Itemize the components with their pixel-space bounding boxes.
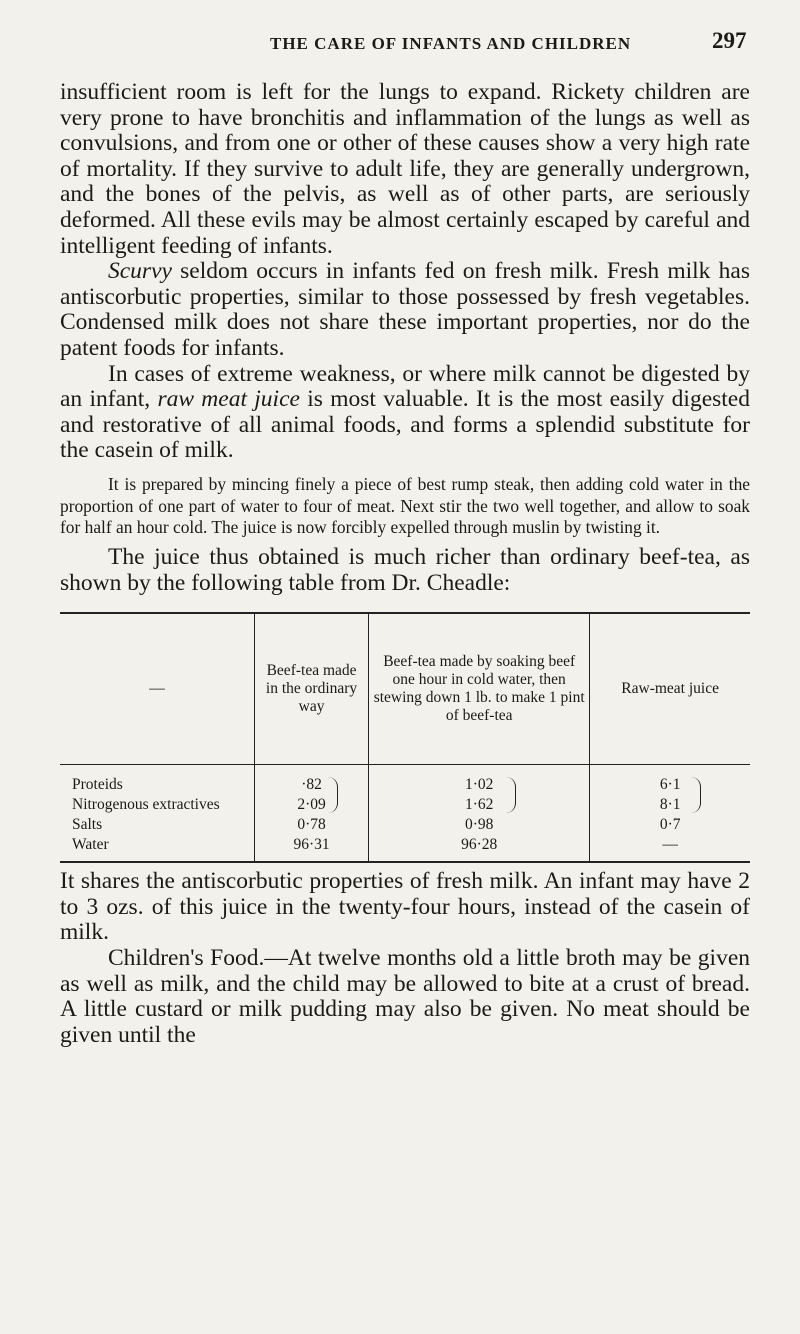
cell-value: 0·7 (659, 816, 681, 834)
paragraph-childrens-food: Children's Food.—At twelve months old a little broth may be given as well as milk, and the child may be allowed to bite at a crust of bread. A little custard or milk pudding may also be given. No meat should be given until the (60, 944, 751, 1048)
table-header-soaked: Beef-tea made by soaking beef one hour in cold water, then stewing down 1 lb. to make 1 pint of beef-tea (369, 613, 590, 765)
comparison-table-wrap (60, 612, 750, 863)
brace-mark (503, 777, 516, 813)
column-soaked (369, 765, 590, 863)
cell-value: 0·78 (297, 816, 326, 834)
row-label-salts: Salts (72, 816, 103, 834)
cell-value: 8·1 (659, 796, 681, 814)
cell-value: 96·31 (293, 836, 330, 854)
cell-value: 0·98 (464, 816, 494, 834)
paragraph-table-intro: The juice thus obtained is much richer than ordinary beef-tea, as shown by the following table from Dr. Cheadle: (60, 544, 750, 596)
row-label-extractives: Nitrogenous extractives (72, 796, 220, 814)
cell-value: 1·02 (464, 776, 494, 794)
column-raw-juice (590, 765, 750, 863)
row-label-water: Water (72, 836, 109, 854)
paragraph-preparation: It is prepared by mincing finely a piece of best rump steak, then adding cold water in the proportion of one part of water to four of meat. Next stir the two well together, and allow to soak for half an hour cold. The juice is now forcibly expelled through muslin by twisting it. (60, 473, 750, 538)
cell-value: 2·09 (297, 796, 326, 814)
paragraph-raw-meat-juice: In cases of extreme weakness, or where milk cannot be digested by an infant, raw meat juice is most valuable. It is the most easily digested and restorative of all animal foods, and forms a splendid substitute for the casein of milk. (60, 360, 750, 464)
table-row-labels (60, 765, 255, 863)
cell-value: ·82 (301, 776, 322, 794)
table-header-raw-juice: Raw-meat juice (590, 613, 750, 765)
paragraph-after-table: It shares the antiscorbutic properties of fresh milk. An infant may have 2 to 3 ozs. of this juice in the twenty-four hours, instead of the casein of milk. (60, 868, 750, 946)
page-number: 297 (712, 28, 747, 53)
table-row (60, 765, 750, 863)
column-ordinary (255, 765, 369, 863)
row-label-proteids: Proteids (72, 776, 123, 794)
brace-mark (688, 777, 701, 813)
raw-meat-juice-term: raw meat juice (157, 386, 300, 413)
table-header-ordinary: Beef-tea made in the ordinary way (255, 613, 369, 765)
table-header-blank: — (60, 613, 255, 765)
paragraph-scurvy: Scurvy seldom occurs in infants fed on fresh milk. Fresh milk has antiscorbutic properties, similar to those possessed by fresh vegetables. Condensed milk does not share these important properties, nor do the patent foods for infants. (60, 258, 750, 361)
brace-mark (325, 777, 338, 813)
running-title: THE CARE OF INFANTS AND CHILDREN (270, 34, 632, 53)
cell-value: — (662, 836, 678, 854)
childrens-food-heading: Children's Food. (108, 944, 265, 971)
scurvy-term: Scurvy (108, 258, 172, 285)
beef-tea-comparison-table (60, 612, 750, 863)
cell-value: 96·28 (461, 836, 498, 854)
page-body (60, 80, 750, 1048)
cell-value: 6·1 (659, 776, 681, 794)
running-head (0, 22, 800, 62)
cell-value: 1·62 (464, 796, 494, 814)
paragraph-rickets: insufficient room is left for the lungs to expand. Rickety children are very prone to have bronchitis and inflammation of the lungs as well as convulsions, and from one or other of these causes show a very high rate of mortality. If they survive to adult life, they are generally undergrown, and the bones of the pelvis, as well as of other parts, are seriously deformed. All these evils may be almost certainly escaped by careful and intelligent feeding of infants. (60, 79, 750, 259)
